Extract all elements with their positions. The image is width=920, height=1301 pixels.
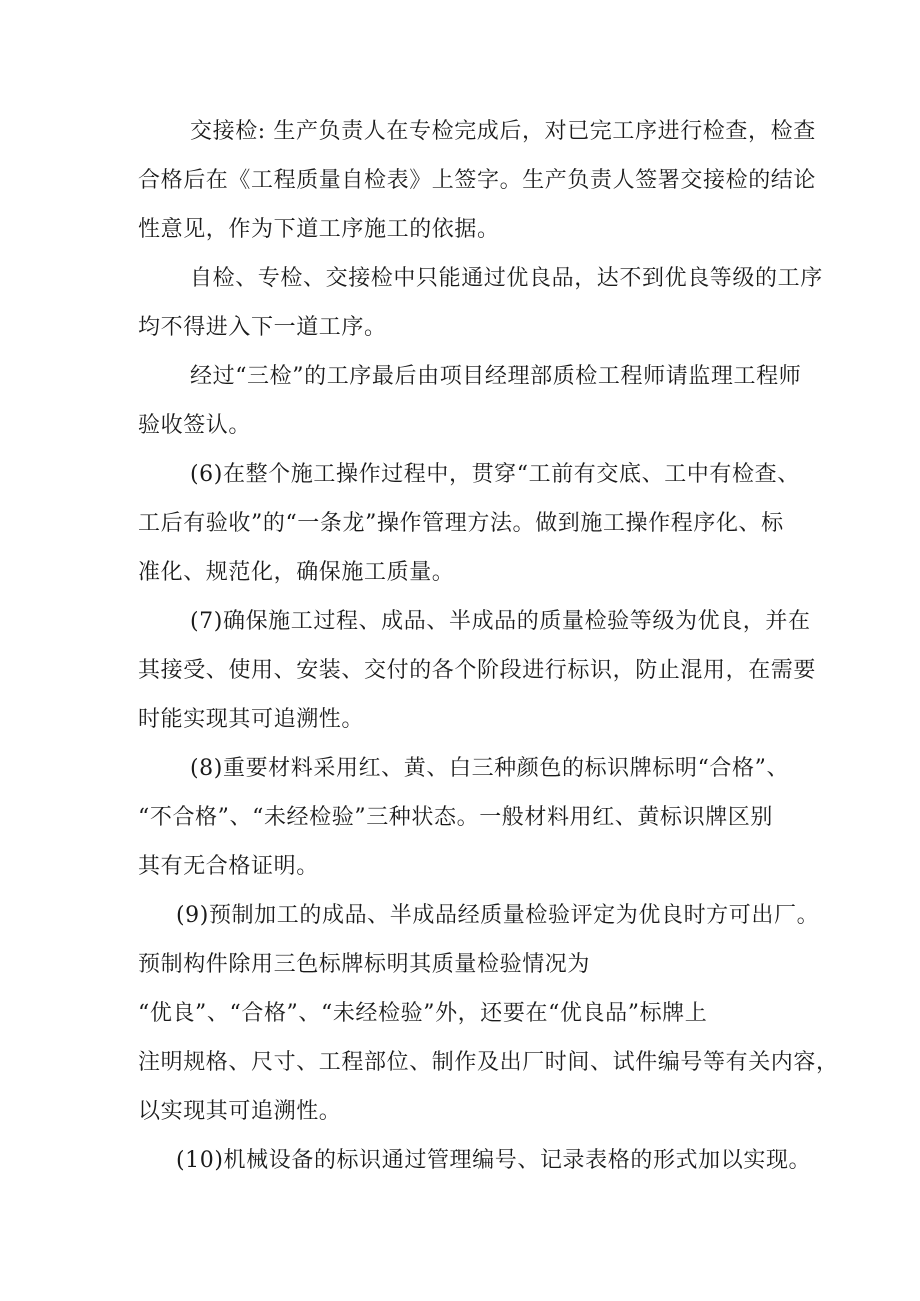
text-line: 均不得进入下一道工序。 [138, 315, 387, 340]
text-line: (10)机械设备的标识通过管理编号、记录表格的形式加以实现。 [176, 1148, 812, 1173]
text-line: “不合格”、“未经检验”三种状态。一般材料用红、黄标识牌区别 [138, 805, 773, 830]
text-line: 准化、规范化，确保施工质量。 [138, 560, 455, 585]
text-line: 合格后在《工程质量自检表》上签字。生产负责人签署交接检的结论 [138, 168, 817, 193]
text-line: 其有无合格证明。 [138, 854, 319, 879]
text-line: 性意见，作为下道工序施工的依据。 [138, 217, 500, 242]
text-line: 验收签认。 [138, 413, 252, 438]
text-line: (6)在整个施工操作过程中，贯穿“工前有交底、工中有检查、 [190, 462, 800, 487]
text-line: (7)确保施工过程、成品、半成品的质量检验等级为优良，并在 [190, 609, 811, 634]
text-line: 注明规格、尺寸、工程部位、制作及出厂时间、试件编号等有关内容， [138, 1050, 839, 1075]
text-line: (8)重要材料采用红、黄、白三种颜色的标识牌标明“合格”、 [190, 756, 790, 781]
text-line: 以实现其可追溯性。 [138, 1099, 342, 1124]
text-line: “优良”、“合格”、“未经检验”外，还要在“优良品”标牌上 [138, 1001, 708, 1026]
text-line: 经过“三检”的工序最后由项目经理部质检工程师请监理工程师 [190, 364, 802, 389]
text-line: 工后有验收”的“一条龙”操作管理方法。做到施工操作程序化、标 [138, 511, 784, 536]
text-line: (9)预制加工的成品、半成品经质量检验评定为优良时方可出厂。 [176, 903, 820, 928]
text-line: 时能实现其可追溯性。 [138, 707, 365, 732]
text-line: 预制构件除用三色标牌标明其质量检验情况为 [138, 952, 591, 977]
text-line: 自检、专检、交接检中只能通过优良品，达不到优良等级的工序 [190, 266, 823, 291]
text-line: 其接受、使用、安装、交付的各个阶段进行标识，防止混用，在需要 [138, 658, 817, 683]
text-line: 交接检: 生产负责人在专检完成后，对已完工序进行检查，检查 [190, 119, 816, 144]
